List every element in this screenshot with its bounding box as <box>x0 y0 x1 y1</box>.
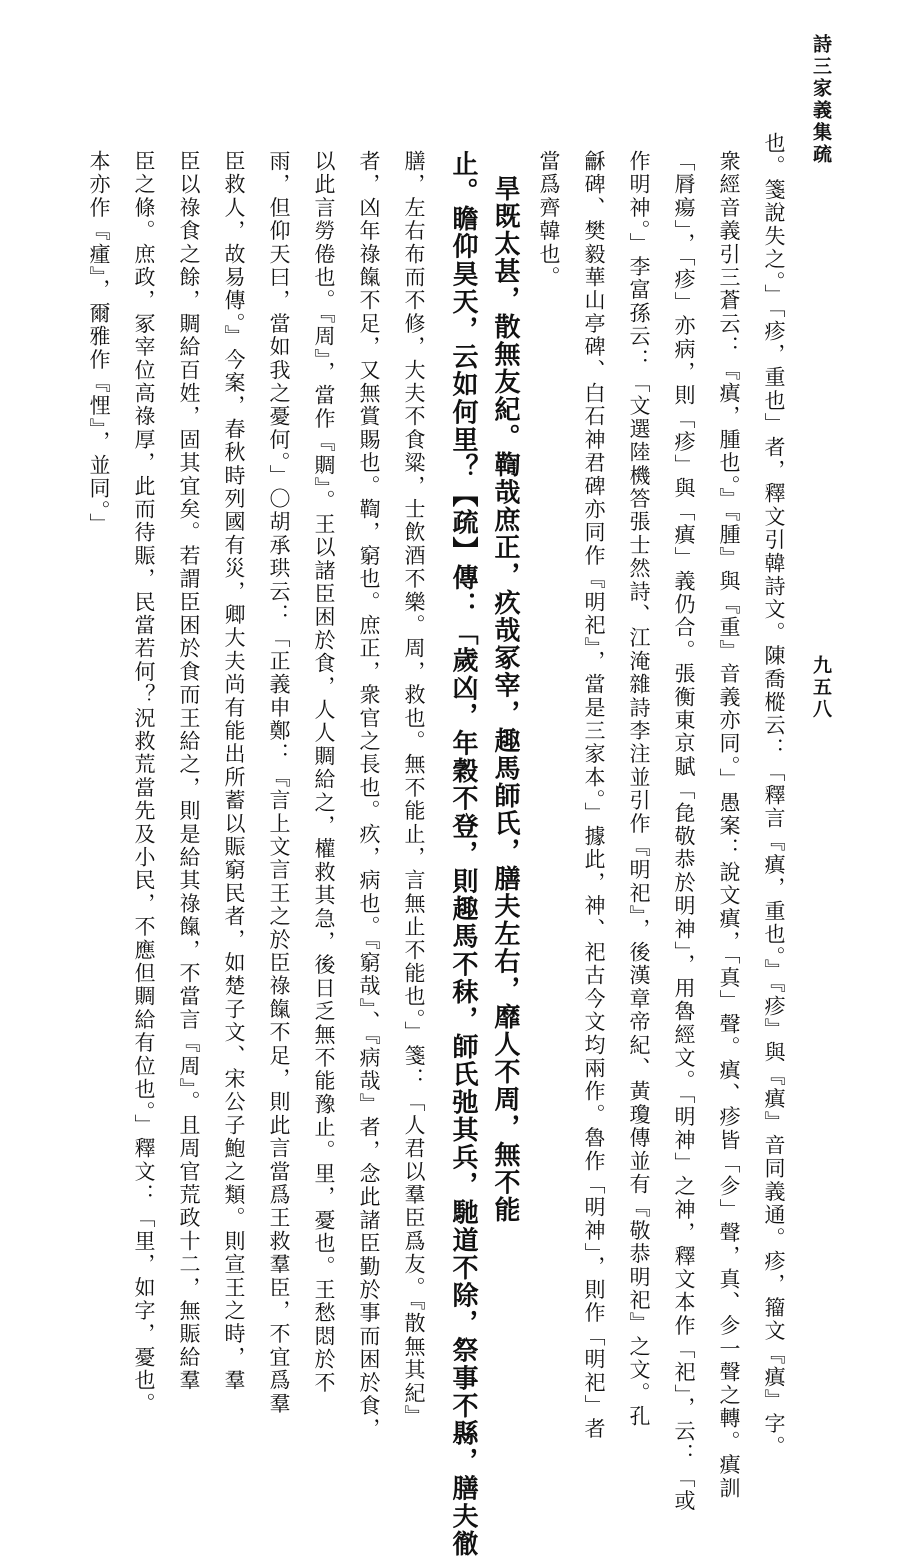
text-column-6: 當爲齊韓也。 <box>537 150 561 290</box>
text-column-16: 本亦作『瘇』，爾雅作『悝』，並同。」 <box>87 150 111 537</box>
page-number: 九五八 <box>810 655 832 721</box>
text-column-4: 作明神。」李富孫云：「文選陸機答張士然詩、江淹雜詩李注並引作『明祀』，後漢章帝紀、黃瓊傳並有『敬恭明祀』之文。孔 <box>627 150 651 1429</box>
text-column-11: 以此言勞倦也。『周』，當作『賙』。王以諸臣困於食，人人賙給之，權救其急，後日乏無不能豫止。里，憂也。王愁悶於不 <box>312 150 336 1395</box>
poem-line-2: 止。瞻仰昊天，云如何里？【疏】傳：「歲凶，年穀不登，則趣馬不秣，師氏弛其兵，馳道不除，祭事不縣，膳夫徹 <box>448 150 478 1558</box>
text-column-1: 也。箋說失之。」「疹，重也」者，釋文引韓詩文。陳喬樅云：「釋言『瘨，重也。』『疹』與『瘨』音同義通。疹，籀文『瘨』字。 <box>762 132 786 1459</box>
text-column-10: 者，凶年祿餼不足，又無賞賜也。鞫，窮也。庶正，衆官之長也。疚，病也。『窮哉』、『病哉』者，念此諸臣勤於事而困於食， <box>357 150 381 1441</box>
text-column-12: 雨，但仰天曰，當如我之憂何。」〇胡承珙云：「正義申鄭：『言上文言王之於臣祿餼不足，則此言當爲王救羣臣，不宜爲羣 <box>267 150 291 1416</box>
text-column-3: 「脣瘍」，「疹」亦病，則「疹」與「瘨」義仍合。張衡東京賦「㲋敬恭於明神」，用魯經文。「明神」之神，釋文本作「祀」，云：「或 <box>672 150 696 1513</box>
text-column-15: 臣之條。庶政，冢宰位高祿厚，此而待賑，民當若何？況救荒當先及小民，不應但賙給有位也。」釋文：「里，如字，憂也。 <box>132 150 156 1416</box>
text-column-2: 衆經音義引三蒼云：『瘨，腫也。』『腫』與『重』音義亦同。」愚案：說文瘨，「真」聲。瘨、疹皆「㐱」聲，真、㐱一聲之轉。瘨訓 <box>717 150 741 1500</box>
text-column-5: 龢碑、樊毅華山亭碑、白石神君碑亦同作『明祀』，當是三家本。」據此，神、祀古今文均兩作。魯作「明神」，則作「明祀」者 <box>582 150 606 1441</box>
text-column-14: 臣以祿食之餘，賙給百姓，固其宜矣。若謂臣困於食而王給之，則是給其祿餼，不當言『周』。且周官荒政十二，無賑給羣 <box>177 150 201 1393</box>
text-column-9: 膳，左右布而不修，大夫不食粱，士飲酒不樂。周，救也。無不能止，言無止不能也。」箋：「人君以羣臣爲友。『散無其紀』 <box>402 150 426 1429</box>
running-title: 詩三家義集疏 <box>810 34 832 166</box>
poem-line-1: 旱既太甚，散無友紀。鞫哉庶正，疚哉冢宰，趣馬師氏，膳夫左右，靡人不周，無不能 <box>490 175 520 1224</box>
text-column-13: 臣救人，故易傳。』今案，春秋時列國有災，卿大夫尚有能出所蓄以賑窮民者，如楚子文、宋公子鮑之類。則宣王之時，羣 <box>222 150 246 1393</box>
